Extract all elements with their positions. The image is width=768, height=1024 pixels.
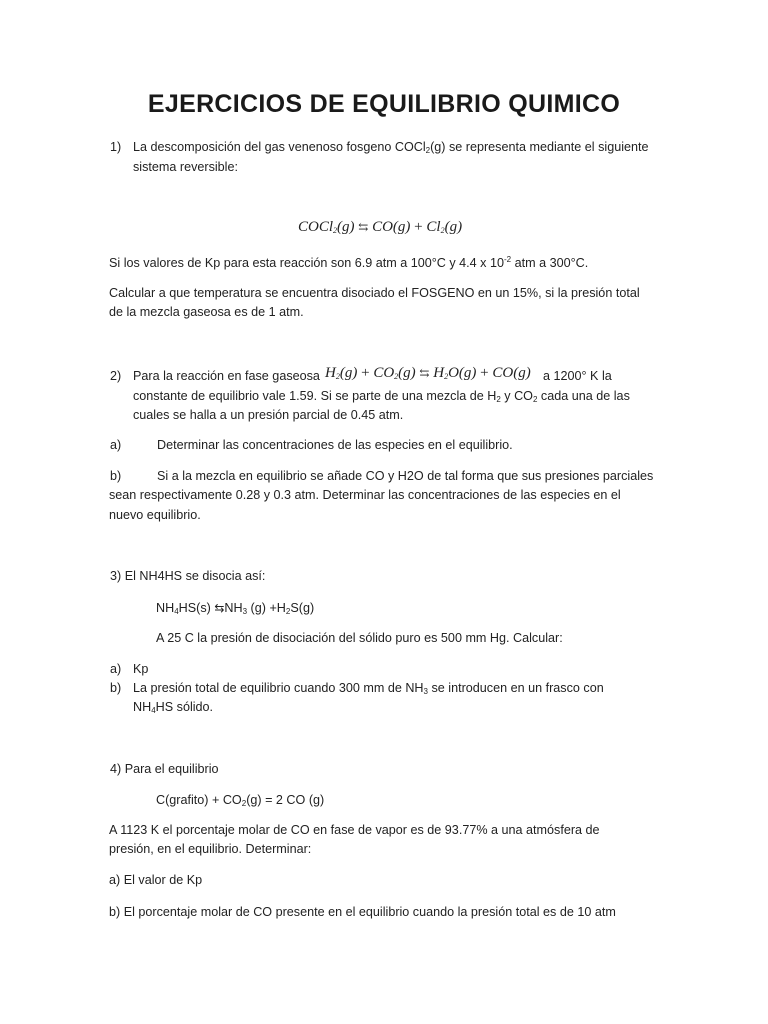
problem-2-temperature: a 1200° K la: [543, 369, 612, 383]
problem-1-question-line2: de la mezcla gaseosa es de 1 atm.: [109, 305, 304, 319]
problem-4-line1: A 1123 K el porcentaje molar de CO en fase de vapor es de 93.77% a una atmósfera de: [109, 823, 600, 837]
problem-2-b-text-line1: Si a la mezcla en equilibrio se añade CO y H2O de tal forma que sus presiones parciales: [157, 469, 654, 483]
problem-4-equation: C(grafito) + $CO_2(g) = 2$ CO (g): [156, 793, 325, 808]
problem-1-question-line1: Calcular a que temperatura se encuentra disociado el FOSGENO en un 15%, si la presión total: [109, 286, 640, 300]
problem-2-line2: constante de equilibrio vale 1.59. Si se parte de una mezcla de $H_2$ y $CO_2$ cada una de las: [133, 389, 630, 404]
problem-4-intro: 4) Para el equilibrio: [110, 762, 219, 776]
problem-3-b-label: b): [110, 681, 122, 695]
problem-3-equation: $NH_4HS(s)$ $⇆NH_3$ $(g) +H_2S(g)$: [156, 601, 315, 616]
problem-3-b-text-line2: $NH_4HS$ sólido.: [133, 700, 214, 715]
problem-3-a-text: Kp: [133, 662, 149, 676]
problem-4-line2: presión, en el equilibrio. Determinar:: [109, 842, 312, 856]
problem-3-b-text-line1: La presión total de equilibrio cuando 300 mm de $NH_3$ se introducen en un frasco con: [133, 681, 604, 696]
problem-1-intro: La descomposición del gas venenoso fosgeno COCl$_2$(g) se representa mediante el siguiente: [133, 140, 649, 155]
problem-2-b-label: b): [110, 469, 122, 483]
problem-1-number: 1): [110, 140, 122, 154]
problem-2-a-text: Determinar las concentraciones de las especies en el equilibrio.: [157, 438, 513, 452]
problem-3-a-label: a): [110, 662, 122, 676]
problem-1-equation: COCl$_2$(g) ⇆ $CO(g) + Cl_2(g)$: [298, 219, 463, 235]
document-title: EJERCICIOS DE EQUILIBRIO QUIMICO: [147, 90, 621, 118]
problem-4-b-text: b) El porcentaje molar de CO presente en el equilibrio cuando la presión total es de 10 atm: [109, 905, 616, 919]
problem-2-a-label: a): [110, 438, 122, 452]
problem-4-a-text: a) El valor de Kp: [109, 873, 203, 887]
problem-2-b-text-line2: sean respectivamente 0.28 y 0.3 atm. Determinar las concentraciones de las especies en el: [109, 488, 621, 502]
problem-2-equation: $H_2(g) + CO_2(g)$ ⇆ $H_2O(g) + CO(g)$: [325, 365, 531, 381]
problem-1-kp-values: Si los valores de Kp para esta reacción son 6.9 atm a 100°C y 4.4 x $10^{-2}$ atm a 300°C.: [109, 255, 589, 270]
problem-2-number: 2): [110, 369, 122, 383]
problem-2-b-text-line3: nuevo equilibrio.: [109, 508, 201, 522]
problem-2-intro: Para la reacción en fase gaseosa: [133, 369, 320, 383]
problem-1-intro-line2: sistema reversible:: [133, 160, 238, 174]
problem-2-line3: cuales se halla a un presión parcial de 0.45 atm.: [133, 408, 404, 422]
problem-3-statement: A 25 C la presión de disociación del sólido puro es 500 mm Hg. Calcular:: [156, 631, 563, 645]
problem-3-intro: 3) El NH4HS se disocia así:: [110, 569, 266, 583]
